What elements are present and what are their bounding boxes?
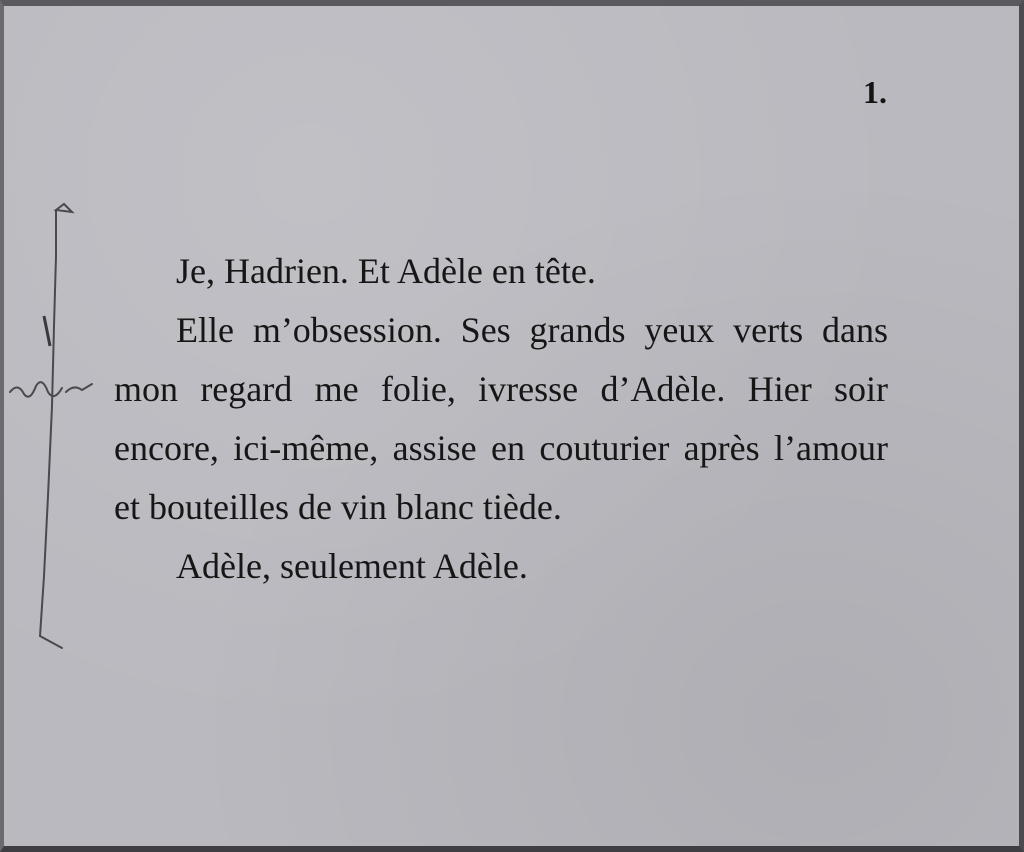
page-number: 1. — [863, 74, 887, 110]
pencil-margin-bracket — [4, 196, 114, 666]
paragraph: Adèle, seulement Adèle. — [176, 546, 528, 586]
paragraph: Je, Hadrien. Et Adèle en tête. — [176, 251, 596, 291]
body-text — [114, 242, 888, 596]
paragraph: Elle m’obsession. Ses grands yeux verts dans mon regard me folie, ivresse d’Adèle. Hier soir encore, ici-même, assise en couturier après l’amour et bouteilles de vin blanc tiède. — [114, 310, 888, 527]
